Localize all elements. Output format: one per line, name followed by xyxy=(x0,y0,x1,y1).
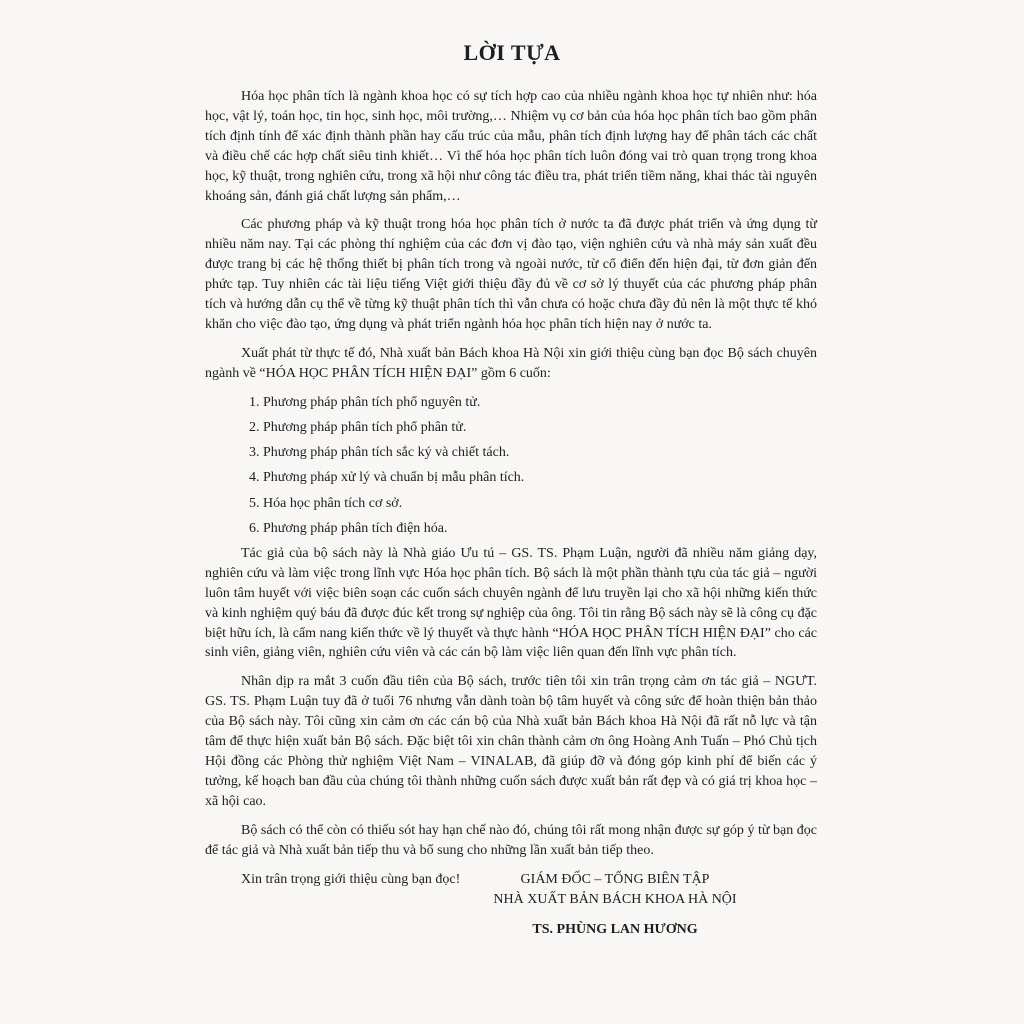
book-list-item: 2. Phương pháp phân tích phổ phân tử. xyxy=(249,419,467,435)
document-body xyxy=(205,87,817,898)
signature-name: TS. PHÙNG LAN HƯƠNG xyxy=(532,922,698,937)
book-list-item: 3. Phương pháp phân tích sắc ký và chiết tách. xyxy=(249,445,510,461)
paragraph-feedback: Bộ sách có thể còn có thiếu sót hay hạn chế nào đó, chúng tôi rất mong nhận được sự góp ý từ bạn đọc để tác giả và Nhà xuất bản tiếp thu và bổ sung cho những lần xuất bản tiếp theo. xyxy=(205,822,817,858)
paragraph-author: Tác giả của bộ sách này là Nhà giáo Ưu tú – GS. TS. Phạm Luận, người đã nhiều năm giảng dạy, nghiên cứu và làm việc trong lĩnh vực Hóa học phân tích. Bộ sách là một phần thành tựu của tác giả – người luôn tâm huyết với việc biên soạn các cuốn sách chuyên ngành để lưu truyền lại cho xã hội những kiến thức và kinh nghiệm quý báu đã được đúc kết trong sự nghiệp của ông. Tôi tin rằng Bộ sách này sẽ là công cụ đặc biệt hữu ích, là cẩm nang kiến thức về lý thuyết và thực hành “HÓA HỌC PHÂN TÍCH HIỆN ĐẠI” cho các sinh viên, giảng viên, nghiên cứu viên và các cán bộ làm việc liên quan đến lĩnh vực phân tích. xyxy=(205,545,817,661)
signature-role: GIÁM ĐỐC – TỔNG BIÊN TẬP xyxy=(520,872,710,887)
paragraph-thanks: Nhân dịp ra mắt 3 cuốn đầu tiên của Bộ sách, trước tiên tôi xin trân trọng cảm ơn tác giả – NGƯT. GS. TS. Phạm Luận tuy đã ở tuổi 76 nhưng vẫn dành toàn bộ tâm huyết và công sức để hoàn thiện bản thảo của Bộ sách này. Tôi cũng xin cảm ơn các cán bộ của Nhà xuất bản Bách khoa Hà Nội đã rất nỗ lực và tận tâm để thực hiện xuất bản Bộ sách. Đặc biệt tôi xin chân thành cảm ơn ông Hoàng Anh Tuấn – Phó Chủ tịch Hội đồng các Phòng thử nghiệm Việt Nam – VINALAB, đã giúp đỡ và đóng góp kinh phí để biến các ý tưởng, kế hoạch ban đầu của chúng tôi thành những cuốn sách được xuất bản rất đẹp và có giá trị khoa học – xã hội cao. xyxy=(205,674,817,809)
book-list-item: 5. Hóa học phân tích cơ sở. xyxy=(249,495,403,511)
book-list-item: 6. Phương pháp phân tích điện hóa. xyxy=(249,520,448,536)
paragraph-intro-3: Xuất phát từ thực tế đó, Nhà xuất bản Bách khoa Hà Nội xin giới thiệu cùng bạn đọc Bộ sách chuyên ngành về “HÓA HỌC PHÂN TÍCH HIỆN ĐẠI” gồm 6 cuốn: xyxy=(205,345,817,381)
signature-organization: NHÀ XUẤT BẢN BÁCH KHOA HÀ NỘI xyxy=(493,892,737,907)
book-list xyxy=(205,393,817,539)
paragraph-intro-2: Các phương pháp và kỹ thuật trong hóa học phân tích ở nước ta đã được phát triển và ứng dụng từ nhiều năm nay. Tại các phòng thí nghiệm của các đơn vị đào tạo, viện nghiên cứu và nhà máy sản xuất đều được trang bị các hệ thống thiết bị phân tích trong và ngoài nước, từ cổ điển đến hiện đại, từ đơn giản đến phức tạp. Tuy nhiên các tài liệu tiếng Việt giới thiệu đầy đủ về cơ sở lý thuyết của các phương pháp phân tích và hướng dẫn cụ thể về từng kỹ thuật phân tích thì vẫn chưa có hoặc chưa đầy đủ nên là một thực tế khó khăn cho việc đào tạo, ứng dụng và phát triển ngành hóa học phân tích hiện nay ở nước ta. xyxy=(205,217,817,332)
paragraph-intro-1: Hóa học phân tích là ngành khoa học có sự tích hợp cao của nhiều ngành khoa học tự nhiên như: hóa học, vật lý, toán học, tin học, sinh học, môi trường,… Nhiệm vụ cơ bản của hóa học phân tích bao gồm phân tích định tính để xác định thành phần hay cấu trúc của mẫu, phân tích định lượng hay để phân tách các chất và điều chế các hợp chất siêu tinh khiết… Vì thế hóa học phân tích luôn đóng vai trò quan trọng trong khoa học, kỹ thuật, trong nghiên cứu, trong xã hội như công tác điều tra, phát triển tiềm năng, khai thác tài nguyên khoáng sản, đánh giá chất lượng sản phẩm,… xyxy=(205,89,817,204)
book-list-item: 4. Phương pháp xử lý và chuẩn bị mẫu phân tích. xyxy=(249,470,525,486)
signature-block xyxy=(470,870,760,940)
page-title: LỜI TỰA xyxy=(463,40,561,65)
closing-line: Xin trân trọng giới thiệu cùng bạn đọc! xyxy=(241,871,461,887)
book-list-item: 1. Phương pháp phân tích phổ nguyên tử. xyxy=(249,394,481,410)
